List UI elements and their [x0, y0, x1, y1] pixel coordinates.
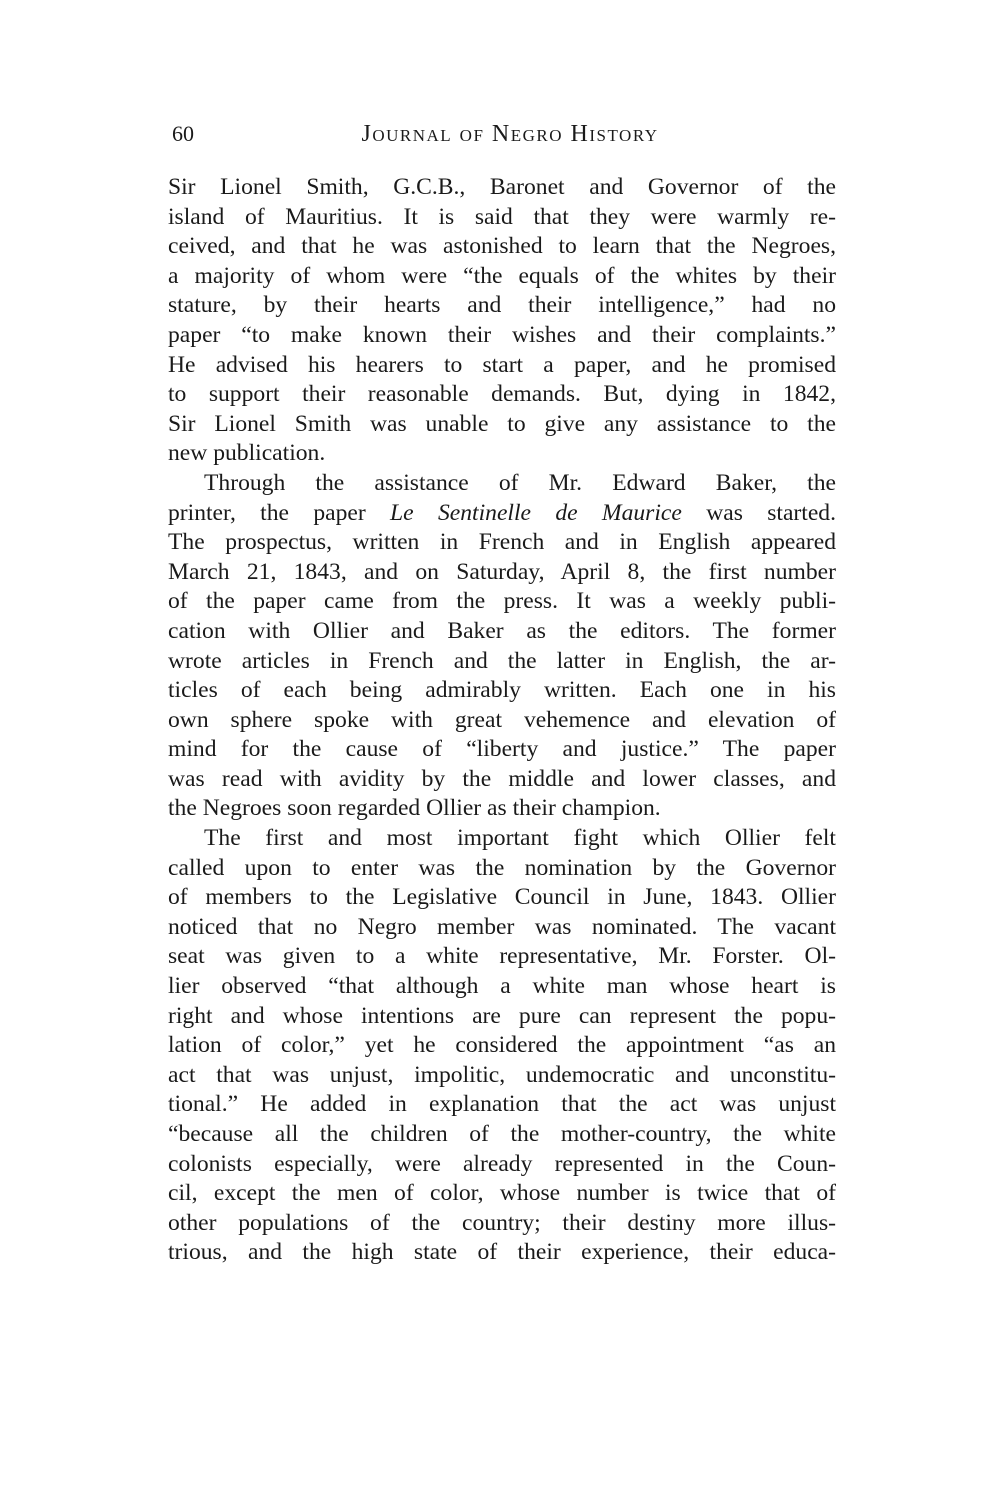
text-line: cation with Ollier and Baker as the editors. The former [168, 617, 836, 644]
text-line: lation of color,” yet he considered the appointment “as an [168, 1032, 836, 1059]
text-line: cil, except the men of color, whose number is twice that of [168, 1180, 836, 1207]
text-line: ticles of each being admirably written. Each one in his [168, 677, 836, 704]
text-line: a majority of whom were “the equals of the whites by their [168, 262, 836, 289]
text-line: The prospectus, written in French and in English appeared [168, 529, 836, 556]
text-line: of members to the Legislative Council in June, 1843. Ollier [168, 884, 836, 911]
text-line: to support their reasonable demands. But, dying in 1842, [168, 381, 836, 408]
paragraph [168, 173, 836, 469]
text-line: noticed that no Negro member was nominated. The vacant [168, 913, 836, 940]
paragraph [168, 824, 836, 1268]
running-head [165, 118, 835, 150]
text-line: act that was unjust, impolitic, undemocratic and unconstitu- [168, 1061, 836, 1088]
text-line: seat was given to a white representative, Mr. Forster. Ol- [168, 943, 836, 970]
text-line: right and whose intentions are pure can represent the popu- [168, 1002, 836, 1029]
text-line: trious, and the high state of their experience, their educa- [168, 1239, 836, 1266]
paragraph [168, 469, 836, 824]
text-line: stature, by their hearts and their intelligence,” had no [168, 292, 836, 319]
text-line: He advised his hearers to start a paper, and he promised [168, 351, 836, 378]
text-line: lier observed “that although a white man whose heart is [168, 973, 836, 1000]
text-line: new publication. [168, 440, 326, 467]
text-line: wrote articles in French and the latter in English, the ar- [168, 647, 836, 674]
journal-title: Journal of Negro History [361, 121, 659, 147]
text-line: other populations of the country; their destiny more illus- [168, 1209, 836, 1236]
text-line: Sir Lionel Smith, G.C.B., Baronet and Governor of the [168, 174, 836, 200]
page-number: 60 [172, 121, 194, 146]
text-line: March 21, 1843, and on Saturday, April 8, the first number [168, 558, 836, 585]
text-line: of the paper came from the press. It was a weekly publi- [168, 588, 836, 615]
text-line: paper “to make known their wishes and their complaints.” [168, 321, 836, 348]
text-line: colonists especially, were already represented in the Coun- [168, 1150, 836, 1177]
text-line: Through the assistance of Mr. Edward Baker, the [204, 469, 836, 496]
body-text [168, 173, 836, 1268]
text-line: “because all the children of the mother-country, the white [168, 1121, 836, 1147]
text-line: called upon to enter was the nomination by the Governor [168, 854, 836, 881]
text-line: island of Mauritius. It is said that they were warmly re- [168, 203, 836, 230]
text-line: Sir Lionel Smith was unable to give any assistance to the [168, 410, 836, 437]
text-line: mind for the cause of “liberty and justice.” The paper [168, 736, 836, 763]
text-line: printer, the paper Le Sentinelle de Maurice was started. [168, 499, 836, 526]
text-line: ceived, and that he was astonished to learn that the Negroes, [168, 233, 836, 260]
text-line: The first and most important fight which Ollier felt [204, 825, 836, 852]
text-line: own sphere spoke with great vehemence and elevation of [168, 706, 836, 733]
text-line: was read with avidity by the middle and lower classes, and [168, 765, 836, 792]
text-line: tional.” He added in explanation that the act was unjust [168, 1091, 836, 1118]
text-line: the Negroes soon regarded Ollier as their champion. [168, 795, 661, 822]
